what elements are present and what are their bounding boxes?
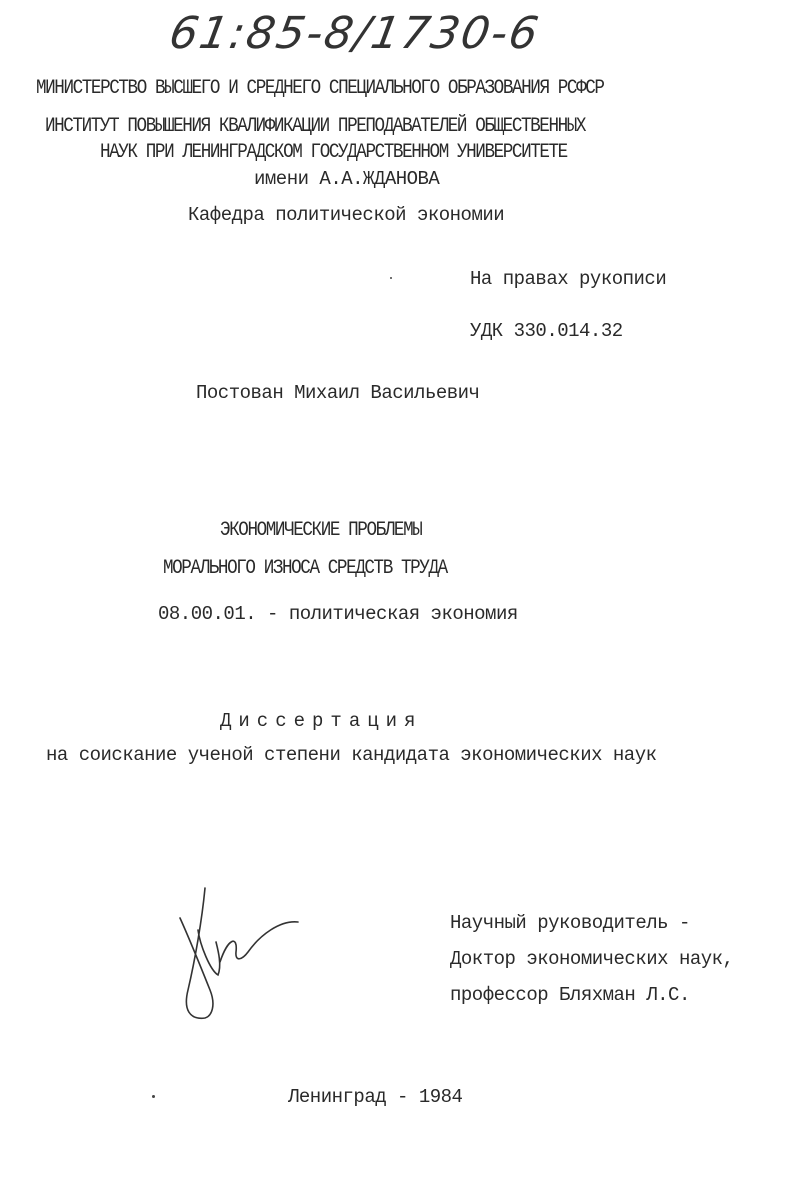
place-and-year: Ленинград - 1984 — [288, 1086, 463, 1108]
supervisor-line1: Научный руководитель - — [450, 912, 690, 934]
degree-purpose: на соискание ученой степени кандидата экономических наук — [46, 744, 657, 766]
speck — [390, 277, 392, 279]
archive-number: 61:85-8/1730-6 — [165, 8, 544, 59]
udc-code: УДК 330.014.32 — [470, 320, 623, 342]
supervisor-line3: профессор Бляхман Л.С. — [450, 984, 690, 1006]
institute-heading-line3: имени А.А.ЖДАНОВА — [254, 168, 440, 190]
manuscript-rights: На правах рукописи — [470, 268, 667, 290]
institute-heading-line2: НАУК ПРИ ЛЕНИНГРАДСКОМ ГОСУДАРСТВЕННОМ УНИВЕРСИТЕТЕ — [100, 141, 567, 164]
speck — [152, 1095, 155, 1098]
institute-heading-line1: ИНСТИТУТ ПОВЫШЕНИЯ КВАЛИФИКАЦИИ ПРЕПОДАВАТЕЛЕЙ ОБЩЕСТВЕННЫХ — [45, 115, 586, 138]
ministry-heading: МИНИСТЕРСТВО ВЫСШЕГО И СРЕДНЕГО СПЕЦИАЛЬНОГО ОБРАЗОВАНИЯ РСФСР — [36, 77, 604, 100]
supervisor-line2: Доктор экономических наук, — [450, 948, 734, 970]
author-name: Постован Михаил Васильевич — [196, 382, 480, 404]
title-line2: МОРАЛЬНОГО ИЗНОСА СРЕДСТВ ТРУДА — [163, 557, 447, 580]
dissertation-label: Диссертация — [220, 710, 423, 732]
signature-image — [150, 880, 320, 1030]
title-line1: ЭКОНОМИЧЕСКИЕ ПРОБЛЕМЫ — [220, 519, 422, 542]
department: Кафедра политической экономии — [188, 204, 505, 226]
specialty: 08.00.01. - политическая экономия — [158, 603, 518, 625]
